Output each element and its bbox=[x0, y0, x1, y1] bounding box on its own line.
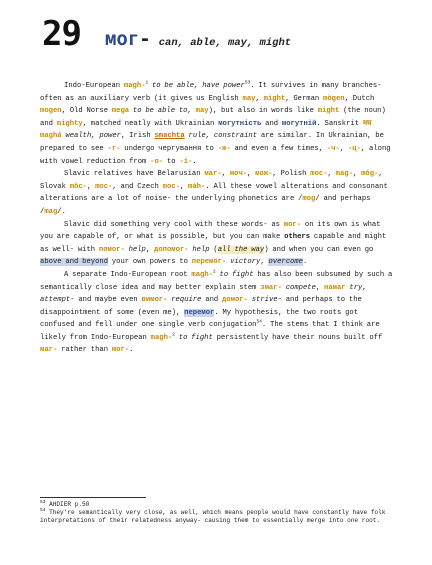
superscript: 1 bbox=[145, 80, 149, 86]
text: , bbox=[255, 94, 264, 103]
text: and bbox=[201, 296, 223, 305]
root-word: мог bbox=[104, 28, 140, 50]
text: , matched neatly with Ukrainian bbox=[82, 119, 219, 128]
ukrainian-term: домог- bbox=[222, 296, 248, 305]
root-gloss: can, able, may, might bbox=[158, 37, 292, 49]
ukrainian-term: маг- bbox=[40, 346, 58, 355]
text: , bbox=[179, 182, 189, 191]
sound-term: -ж- bbox=[217, 144, 231, 153]
gloss-text: help bbox=[188, 245, 210, 254]
ukrainian-term: могутній bbox=[281, 119, 317, 128]
text: / and perhaps / bbox=[40, 195, 371, 216]
root-term: magh- bbox=[191, 270, 213, 279]
footnote-text: AHDIER p.50 bbox=[45, 501, 90, 508]
gloss-text: wealth, power bbox=[61, 132, 121, 141]
ukrainian-term: допомог- bbox=[154, 245, 189, 254]
gloss-text: to fight bbox=[174, 333, 213, 342]
cognate-term: moc- bbox=[310, 170, 328, 179]
text: ) and when you can even go bbox=[264, 245, 374, 254]
cognate-term: моч- bbox=[229, 170, 248, 179]
text: . It survives in many branches- often as an auxiliary verb (it gives us English bbox=[40, 82, 382, 103]
cognate-term: moc- bbox=[95, 182, 113, 191]
text: - and perhaps to the disappointment of some (even me), bbox=[40, 296, 362, 317]
footnote-ref[interactable]: 54 bbox=[256, 319, 262, 325]
gloss-text: victory bbox=[226, 258, 261, 267]
text: ( bbox=[209, 245, 218, 254]
ukrainian-term: мог- bbox=[111, 346, 130, 355]
ukrainian-term: змаг- bbox=[260, 283, 282, 292]
text: . My hypothesis, the two roots got confused and fell under one single verb conjugation bbox=[40, 308, 359, 330]
gloss-text: to be able to, bbox=[129, 107, 196, 116]
text: to bbox=[163, 157, 180, 166]
gloss-text: require bbox=[167, 296, 202, 305]
text: . Sanskrit bbox=[316, 119, 363, 128]
footnote-mark: 54 bbox=[40, 508, 46, 514]
text: capable and might as well- with bbox=[40, 233, 387, 254]
text: , bbox=[247, 170, 256, 179]
highlighted-term: перемог bbox=[184, 308, 215, 317]
highlighted-phrase: above and beyond bbox=[40, 258, 109, 267]
text: /. bbox=[57, 207, 66, 216]
cognate-term: mighty bbox=[56, 119, 83, 128]
cognate-term: might bbox=[317, 107, 340, 116]
root-term: magh- bbox=[123, 82, 146, 90]
root-suffix: - bbox=[139, 28, 151, 50]
ukrainian-term: намаг bbox=[324, 283, 346, 292]
text: . bbox=[129, 346, 134, 355]
body-text bbox=[40, 80, 396, 357]
text: , bbox=[86, 182, 96, 191]
cognate-term: мож- bbox=[255, 170, 273, 179]
text: on its own is what you are capable of, or what is possible, but you can make bbox=[40, 220, 381, 242]
text: , Dutch bbox=[344, 94, 375, 103]
text: , Irish bbox=[120, 132, 155, 141]
highlighted-phrase: all the way bbox=[217, 245, 265, 254]
cognate-term: mogen bbox=[40, 107, 62, 116]
text: , Slovak bbox=[40, 170, 383, 191]
paragraph-2 bbox=[40, 168, 396, 218]
highlighted-phrase: overcome bbox=[268, 258, 303, 267]
text: Indo-European bbox=[64, 82, 124, 90]
cognate-term: mega bbox=[111, 107, 130, 116]
sound-term: -ч- bbox=[326, 144, 340, 153]
text: are similar. In Ukrainian, be prepared to see bbox=[40, 132, 384, 153]
text: , bbox=[339, 144, 348, 153]
text: ), but also in words like bbox=[208, 107, 318, 116]
cognate-term: might bbox=[263, 94, 286, 103]
text: , bbox=[221, 170, 230, 179]
irish-term: smachta bbox=[154, 132, 185, 141]
text: undergo чергування to bbox=[120, 144, 218, 153]
paragraph-1 bbox=[40, 80, 396, 168]
ukrainian-term: могутність bbox=[218, 119, 262, 128]
ukrainian-term: мог- bbox=[283, 220, 302, 229]
superscript: 2 bbox=[172, 332, 175, 338]
text: . bbox=[192, 157, 197, 166]
text: Slavic did something very cool with these words- as bbox=[64, 220, 284, 229]
footnote-ref[interactable]: 53 bbox=[244, 80, 251, 86]
cognate-term: máh- bbox=[188, 182, 206, 191]
paragraph-4 bbox=[40, 269, 396, 357]
sanskrit-term: maghá bbox=[40, 132, 62, 141]
text: , Old Norse bbox=[61, 107, 112, 116]
text: has also been subsumed by such a semantically close idea and may better explain stem bbox=[40, 270, 393, 292]
text: and bbox=[261, 119, 282, 128]
footnotes bbox=[40, 501, 400, 526]
root-term: magh- bbox=[150, 333, 173, 342]
text: and even a few times, bbox=[230, 144, 327, 153]
text: . All these vowel alterations and consonant alterations are a lot of noise- the underlying phonetics are / bbox=[40, 182, 388, 204]
superscript: 2 bbox=[212, 269, 216, 275]
cognate-term: môc- bbox=[69, 182, 87, 191]
emphasis-term: others bbox=[284, 233, 311, 242]
text: your own powers to bbox=[108, 258, 192, 267]
sound-term: -о- bbox=[150, 157, 164, 166]
text: rather than bbox=[57, 346, 112, 355]
paragraph-3 bbox=[40, 219, 396, 269]
sound-term: -ц- bbox=[347, 144, 361, 153]
cognate-term: moc- bbox=[162, 182, 180, 191]
text: , bbox=[145, 245, 154, 254]
footnote-divider bbox=[40, 497, 146, 498]
text: , German bbox=[285, 94, 324, 103]
gloss-text: help bbox=[124, 245, 146, 254]
root-title bbox=[105, 28, 151, 50]
ukrainian-term: перемог- bbox=[191, 258, 227, 267]
text: , and Czech bbox=[112, 182, 163, 191]
cognate-term: móg- bbox=[361, 170, 379, 179]
phonetic-term: mog bbox=[302, 195, 316, 204]
footnote-53 bbox=[40, 501, 400, 509]
sound-term: -і- bbox=[179, 157, 193, 166]
text: , Polish bbox=[272, 170, 311, 179]
text: , bbox=[315, 283, 325, 292]
cognate-term: mag- bbox=[335, 170, 353, 179]
text: , along with vowel reduction from bbox=[40, 144, 391, 166]
page-header bbox=[42, 14, 291, 54]
gloss-text: rule, constraint bbox=[184, 132, 258, 141]
footnote-mark: 53 bbox=[40, 499, 46, 505]
text: (the noun) and bbox=[40, 107, 386, 128]
text: . bbox=[302, 258, 308, 267]
gloss-text: compete bbox=[281, 283, 316, 292]
ukrainian-term: помог- bbox=[98, 245, 125, 254]
sanskrit-term: मघ bbox=[362, 119, 372, 128]
phonetic-term: mag bbox=[44, 207, 58, 216]
cognate-term: маг- bbox=[204, 170, 222, 179]
footnote-text: They're semantically very close, as well, which means people would have constantly have folk interpretations of their relatedness anyway- causing them to essentially merge into one root. bbox=[40, 509, 386, 525]
ukrainian-term: вимог- bbox=[141, 296, 168, 305]
gloss-text: to be able, have power bbox=[148, 82, 245, 90]
text: A separate Indo-European root bbox=[64, 270, 192, 279]
text: , bbox=[327, 170, 336, 179]
chapter-number: 29 bbox=[42, 14, 81, 54]
cognate-term: mögen bbox=[323, 94, 345, 103]
cognate-term: may bbox=[242, 94, 256, 103]
text: , bbox=[260, 258, 269, 267]
gloss-text: to fight bbox=[215, 270, 254, 279]
text: , bbox=[352, 170, 362, 179]
cognate-term: may bbox=[195, 107, 209, 116]
text: persistently have their nouns built off bbox=[212, 333, 383, 342]
text: . The stems that I think are likely from Indo-European bbox=[40, 321, 380, 342]
text: - and maybe even bbox=[70, 296, 142, 305]
sound-term: -г- bbox=[107, 144, 121, 153]
gloss-text: strive bbox=[247, 296, 278, 305]
footnote-54 bbox=[40, 509, 400, 525]
text: Slavic relatives have Belarusian bbox=[64, 170, 205, 179]
gloss-text: try, attempt bbox=[40, 283, 367, 305]
